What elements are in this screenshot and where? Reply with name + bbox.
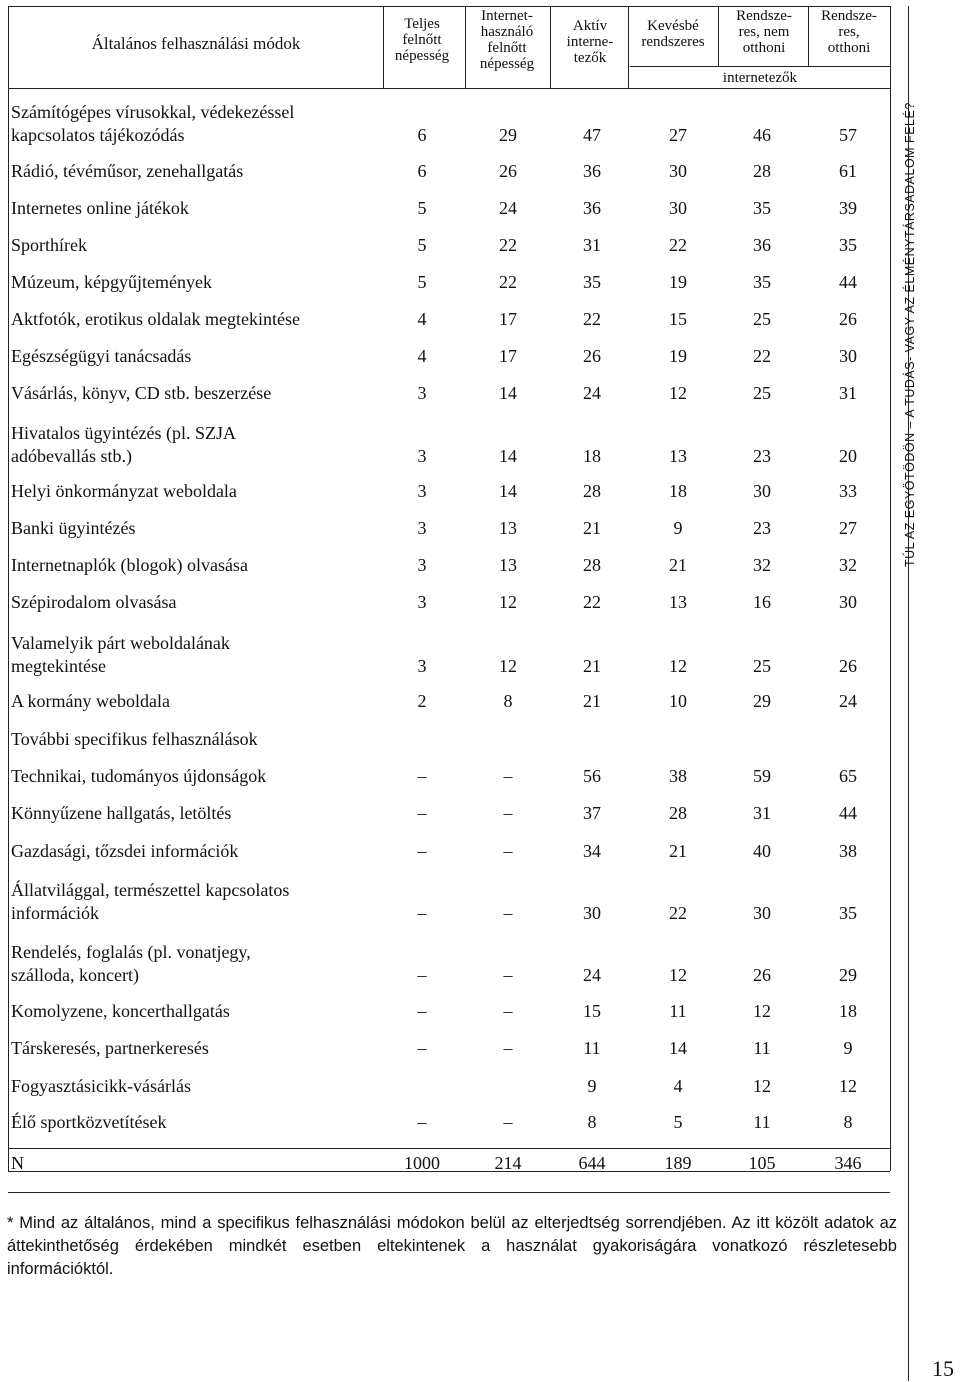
- row-value: 14: [499, 481, 517, 501]
- row-value: –: [503, 841, 513, 861]
- row-value: 33: [839, 481, 857, 501]
- row-value: 4: [417, 346, 427, 366]
- row-value: 2: [417, 691, 427, 711]
- row-value: 644: [578, 1153, 606, 1173]
- row-value: 35: [753, 272, 771, 292]
- footnote: * Mind az általános, mind a specifikus felhasználási módokon belül az elterjedtség sorrendjében. Az itt közölt adatok az áttekinthetőség érdekében mindkét esetben eltekintenek a használat gyakoriságára vonatkozó részletesebb információktól.: [7, 1214, 897, 1278]
- header-line: otthoni: [742, 40, 786, 56]
- col-divider: [628, 6, 629, 88]
- row-value: 31: [839, 383, 857, 403]
- row-label: Élő sportközvetítések: [11, 1112, 167, 1132]
- header-line: népesség: [479, 56, 535, 72]
- row-value: 56: [583, 766, 601, 786]
- row-value: 8: [843, 1112, 853, 1132]
- header-group-internet-users: internetezők: [722, 70, 798, 86]
- row-value: 5: [673, 1112, 683, 1132]
- row-value: –: [503, 1038, 513, 1058]
- row-value: 11: [583, 1038, 601, 1058]
- row-value: 61: [839, 161, 857, 181]
- row-value: 26: [839, 656, 857, 676]
- header-regular-not-home: [723, 8, 805, 56]
- header-line: Rendsze-: [821, 8, 877, 24]
- row-value: 20: [839, 446, 857, 466]
- row-label: Aktfotók, erotikus oldalak megtekintése: [11, 309, 300, 329]
- row-value: 18: [583, 446, 601, 466]
- row-value: 17: [499, 309, 517, 329]
- row-value: –: [417, 1038, 427, 1058]
- row-label: A kormány weboldala: [11, 691, 170, 711]
- row-value: 25: [753, 309, 771, 329]
- row-value: 26: [753, 965, 771, 985]
- row-value: 44: [839, 272, 857, 292]
- row-value: 3: [417, 656, 427, 676]
- header-line: Internet-: [481, 8, 533, 24]
- row-value: 12: [753, 1076, 771, 1096]
- row-value: 5: [417, 272, 427, 292]
- row-value: –: [417, 803, 427, 823]
- row-value: 3: [417, 383, 427, 403]
- row-value: 9: [673, 518, 683, 538]
- row-value: 30: [839, 592, 857, 612]
- header-total-adult: [383, 16, 461, 64]
- row-label: Valamelyik párt weboldalának: [11, 633, 230, 653]
- table-right-edge: [890, 6, 891, 1171]
- row-value: 21: [583, 518, 601, 538]
- row-label: megtekintése: [11, 656, 106, 676]
- row-value: 9: [843, 1038, 853, 1058]
- row-value: 3: [417, 481, 427, 501]
- row-value: 26: [499, 161, 517, 181]
- row-value: 36: [583, 198, 601, 218]
- row-label: Sporthírek: [11, 235, 87, 255]
- row-label: adóbevallás stb.): [11, 446, 132, 466]
- row-value: 29: [499, 125, 517, 145]
- row-value: 35: [753, 198, 771, 218]
- header-line: felnőtt: [402, 32, 442, 48]
- row-value: 5: [417, 198, 427, 218]
- row-value: 10: [669, 691, 687, 711]
- row-label: Hivatalos ügyintézés (pl. SZJA: [11, 423, 236, 443]
- row-value: 29: [753, 691, 771, 711]
- row-label: Állatvilággal, természettel kapcsolatos: [11, 880, 290, 900]
- row-value: 18: [669, 481, 687, 501]
- row-value: 16: [753, 592, 771, 612]
- header-line: tezők: [573, 50, 607, 66]
- row-value: –: [503, 1001, 513, 1021]
- header-line: felnőtt: [487, 40, 527, 56]
- row-label: Technikai, tudományos újdonságok: [11, 766, 267, 786]
- row-value: 23: [753, 446, 771, 466]
- row-value: 37: [583, 803, 601, 823]
- header-line: interne-: [566, 34, 614, 50]
- row-value: 13: [669, 592, 687, 612]
- row-value: 18: [839, 1001, 857, 1021]
- row-value: 46: [753, 125, 771, 145]
- header-line: használó: [480, 24, 534, 40]
- row-value: –: [503, 766, 513, 786]
- table-left-edge: [8, 6, 9, 1171]
- row-value: 1000: [404, 1153, 440, 1173]
- row-value: 25: [753, 383, 771, 403]
- row-label: Egészségügyi tanácsadás: [11, 346, 192, 366]
- row-value: 32: [753, 555, 771, 575]
- row-value: –: [503, 903, 513, 923]
- row-value: 22: [669, 235, 687, 255]
- top-rule: [8, 6, 890, 7]
- row-label: Internetnaplók (blogok) olvasása: [11, 555, 248, 575]
- row-value: 12: [669, 965, 687, 985]
- row-value: 31: [753, 803, 771, 823]
- row-value: 3: [417, 555, 427, 575]
- row-value: 40: [753, 841, 771, 861]
- row-value: 21: [583, 656, 601, 676]
- row-value: 23: [753, 518, 771, 538]
- row-label: Számítógépes vírusokkal, védekezéssel: [11, 102, 295, 122]
- row-value: 12: [499, 656, 517, 676]
- header-line: Teljes: [404, 16, 440, 32]
- row-value: 44: [839, 803, 857, 823]
- row-label: információk: [11, 903, 99, 923]
- row-value: 214: [494, 1153, 522, 1173]
- header-less-regular: [628, 18, 718, 50]
- header-line: otthoni: [827, 40, 871, 56]
- row-value: 25: [753, 656, 771, 676]
- row-value: 31: [583, 235, 601, 255]
- col-divider: [550, 6, 551, 88]
- row-value: 14: [499, 383, 517, 403]
- row-value: 189: [664, 1153, 692, 1173]
- row-label: Társkeresés, partnerkeresés: [11, 1038, 209, 1058]
- row-value: 3: [417, 518, 427, 538]
- row-value: 12: [839, 1076, 857, 1096]
- col-divider: [8, 1148, 9, 1171]
- row-value: 15: [669, 309, 687, 329]
- col-divider: [718, 6, 719, 66]
- row-value: 14: [499, 446, 517, 466]
- row-value: 38: [669, 766, 687, 786]
- row-value: 6: [417, 125, 427, 145]
- header-line: Kevésbé: [647, 18, 699, 34]
- row-value: 35: [583, 272, 601, 292]
- row-value: 27: [669, 125, 687, 145]
- row-label: szálloda, koncert): [11, 965, 139, 985]
- row-value: 4: [417, 309, 427, 329]
- row-value: 21: [583, 691, 601, 711]
- row-value: –: [417, 965, 427, 985]
- row-value: 4: [673, 1076, 683, 1096]
- header-line: res, nem: [738, 24, 790, 40]
- row-value: 32: [839, 555, 857, 575]
- row-value: 24: [583, 383, 601, 403]
- row-value: 39: [839, 198, 857, 218]
- row-value: 346: [834, 1153, 862, 1173]
- row-value: 19: [669, 346, 687, 366]
- row-value: –: [503, 803, 513, 823]
- row-value: 3: [417, 592, 427, 612]
- row-value: 24: [499, 198, 517, 218]
- row-value: 22: [583, 592, 601, 612]
- row-value: –: [417, 766, 427, 786]
- row-value: 26: [839, 309, 857, 329]
- row-value: 12: [669, 656, 687, 676]
- running-header: TÚL AZ EGYÖTÖDÖN – A TUDÁS- VAGY AZ ÉLMÉNYTÁRSADALOM FELÉ?: [903, 102, 917, 567]
- row-value: 6: [417, 161, 427, 181]
- row-label: Könnyűzene hallgatás, letöltés: [11, 803, 232, 823]
- header-active: [555, 18, 625, 66]
- row-label: Komolyzene, koncerthallgatás: [11, 1001, 230, 1021]
- row-value: 13: [499, 555, 517, 575]
- row-value: 11: [753, 1038, 771, 1058]
- row-label: Helyi önkormányzat weboldala: [11, 481, 237, 501]
- row-value: 17: [499, 346, 517, 366]
- row-value: 65: [839, 766, 857, 786]
- row-value: 11: [753, 1112, 771, 1132]
- row-value: 30: [669, 198, 687, 218]
- row-label: Szépirodalom olvasása: [11, 592, 177, 612]
- row-value: –: [417, 1001, 427, 1021]
- page-number: 15: [932, 1356, 954, 1381]
- col-divider: [808, 6, 809, 66]
- row-label: További specifikus felhasználások: [11, 729, 258, 749]
- row-value: 15: [583, 1001, 601, 1021]
- row-value: 30: [839, 346, 857, 366]
- row-value: 28: [669, 803, 687, 823]
- row-value: 21: [669, 555, 687, 575]
- row-value: 57: [839, 125, 857, 145]
- row-label: N: [11, 1153, 24, 1173]
- row-label: Vásárlás, könyv, CD stb. beszerzése: [11, 383, 272, 403]
- footnote-rule: [8, 1192, 890, 1193]
- row-value: 105: [748, 1153, 776, 1173]
- row-label: Rendelés, foglalás (pl. vonatjegy,: [11, 942, 251, 962]
- row-value: –: [503, 1112, 513, 1132]
- row-value: 5: [417, 235, 427, 255]
- row-value: 28: [753, 161, 771, 181]
- row-value: 24: [839, 691, 857, 711]
- row-value: 26: [583, 346, 601, 366]
- row-value: 8: [587, 1112, 597, 1132]
- header-general-uses: Általános felhasználási módok: [91, 34, 301, 53]
- row-value: 11: [669, 1001, 687, 1021]
- row-value: 21: [669, 841, 687, 861]
- row-value: 22: [583, 309, 601, 329]
- header-line: Aktív: [572, 18, 608, 34]
- header-line: Rendsze-: [736, 8, 792, 24]
- row-value: 30: [753, 903, 771, 923]
- row-label: Banki ügyintézés: [11, 518, 136, 538]
- row-value: 22: [499, 272, 517, 292]
- row-value: –: [417, 1112, 427, 1132]
- row-label: kapcsolatos tájékozódás: [11, 125, 185, 145]
- row-value: 12: [753, 1001, 771, 1021]
- row-value: 13: [499, 518, 517, 538]
- row-value: 19: [669, 272, 687, 292]
- header-bottom-rule: [8, 88, 890, 89]
- row-value: –: [417, 903, 427, 923]
- group-rule: [630, 66, 890, 67]
- row-value: 24: [583, 965, 601, 985]
- row-label: Múzeum, képgyűjtemények: [11, 272, 212, 292]
- row-value: 13: [669, 446, 687, 466]
- row-value: 30: [669, 161, 687, 181]
- row-value: 47: [583, 125, 601, 145]
- row-value: 36: [583, 161, 601, 181]
- row-value: 38: [839, 841, 857, 861]
- header-internet-users: [467, 8, 547, 72]
- row-value: 29: [839, 965, 857, 985]
- row-value: 8: [503, 691, 513, 711]
- row-label: Rádió, tévéműsor, zenehallgatás: [11, 161, 244, 181]
- row-value: 34: [583, 841, 601, 861]
- row-value: 27: [839, 518, 857, 538]
- row-value: 59: [753, 766, 771, 786]
- row-value: 3: [417, 446, 427, 466]
- row-value: 22: [499, 235, 517, 255]
- row-value: 12: [669, 383, 687, 403]
- row-value: 14: [669, 1038, 687, 1058]
- row-value: 36: [753, 235, 771, 255]
- row-value: 30: [753, 481, 771, 501]
- row-value: 22: [753, 346, 771, 366]
- header-line: res,: [838, 24, 860, 40]
- row-label: Fogyasztásicikk-vásárlás: [11, 1076, 191, 1096]
- header-regular-home: [808, 8, 890, 56]
- row-value: –: [503, 965, 513, 985]
- row-label: Gazdasági, tőzsdei információk: [11, 841, 239, 861]
- row-value: 12: [499, 592, 517, 612]
- col-divider: [383, 6, 384, 88]
- row-value: –: [417, 841, 427, 861]
- col-divider: [465, 6, 466, 88]
- row-value: 22: [669, 903, 687, 923]
- row-value: 35: [839, 903, 857, 923]
- row-value: 28: [583, 555, 601, 575]
- row-value: 28: [583, 481, 601, 501]
- n-row-top-rule: [8, 1148, 890, 1149]
- header-line: népesség: [394, 48, 450, 64]
- row-value: 35: [839, 235, 857, 255]
- row-label: Internetes online játékok: [11, 198, 189, 218]
- row-value: 9: [587, 1076, 597, 1096]
- header-line: rendszeres: [641, 34, 705, 50]
- row-value: 30: [583, 903, 601, 923]
